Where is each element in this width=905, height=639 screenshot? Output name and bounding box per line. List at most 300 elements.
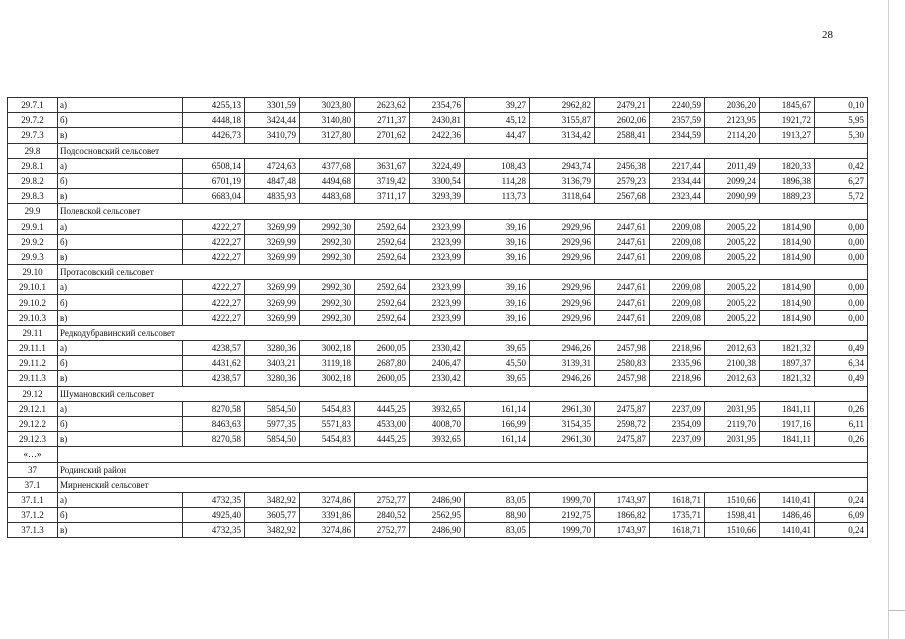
value-cell: 2031,95 bbox=[705, 401, 760, 416]
row-code: 37.1.3 bbox=[8, 523, 58, 538]
ellipsis-mark: «…» bbox=[8, 447, 58, 462]
row-label: б) bbox=[58, 173, 183, 188]
row-code: 29.12.1 bbox=[8, 401, 58, 416]
value-cell: 4835,93 bbox=[245, 189, 300, 204]
value-cell: 166,99 bbox=[465, 416, 530, 431]
value-cell: 0,49 bbox=[815, 371, 868, 386]
value-cell: 2406,47 bbox=[410, 356, 465, 371]
value-cell: 4222,27 bbox=[183, 310, 245, 325]
value-cell: 0,00 bbox=[815, 310, 868, 325]
row-label: б) bbox=[58, 234, 183, 249]
value-cell: 4255,13 bbox=[183, 98, 245, 113]
value-cell: 2602,06 bbox=[595, 113, 650, 128]
value-cell: 39,27 bbox=[465, 98, 530, 113]
value-cell: 2011,49 bbox=[705, 158, 760, 173]
value-cell: 2090,99 bbox=[705, 189, 760, 204]
value-cell: 3280,36 bbox=[245, 371, 300, 386]
value-cell: 2946,26 bbox=[530, 341, 595, 356]
table-row bbox=[8, 219, 868, 234]
table-row bbox=[8, 113, 868, 128]
value-cell: 6,09 bbox=[815, 508, 868, 523]
section-row bbox=[8, 143, 868, 158]
value-cell: 8463,63 bbox=[183, 416, 245, 431]
value-cell: 1814,90 bbox=[760, 310, 815, 325]
row-code: 29.8.2 bbox=[8, 173, 58, 188]
value-cell: 6,11 bbox=[815, 416, 868, 431]
value-cell: 2447,61 bbox=[595, 219, 650, 234]
value-cell: 2479,21 bbox=[595, 98, 650, 113]
value-cell: 1598,41 bbox=[705, 508, 760, 523]
value-cell: 5454,83 bbox=[300, 432, 355, 447]
value-cell: 2943,74 bbox=[530, 158, 595, 173]
value-cell: 5977,35 bbox=[245, 416, 300, 431]
value-cell: 2323,99 bbox=[410, 234, 465, 249]
value-cell: 1814,90 bbox=[760, 219, 815, 234]
value-cell: 2237,09 bbox=[650, 401, 705, 416]
section-code: 29.12 bbox=[8, 386, 58, 401]
row-label: б) bbox=[58, 356, 183, 371]
section-row bbox=[8, 265, 868, 280]
value-cell: 5,95 bbox=[815, 113, 868, 128]
value-cell: 3605,77 bbox=[245, 508, 300, 523]
value-cell: 3300,54 bbox=[410, 173, 465, 188]
section-code: 37.1 bbox=[8, 477, 58, 492]
value-cell: 2929,96 bbox=[530, 219, 595, 234]
value-cell: 4008,70 bbox=[410, 416, 465, 431]
table-row bbox=[8, 128, 868, 143]
row-label: в) bbox=[58, 249, 183, 264]
value-cell: 3301,59 bbox=[245, 98, 300, 113]
row-label: а) bbox=[58, 219, 183, 234]
value-cell: 2323,44 bbox=[650, 189, 705, 204]
section-title: Мирненский сельсовет bbox=[58, 477, 868, 492]
value-cell: 39,16 bbox=[465, 310, 530, 325]
value-cell: 113,73 bbox=[465, 189, 530, 204]
value-cell: 2005,22 bbox=[705, 280, 760, 295]
value-cell: 3269,99 bbox=[245, 219, 300, 234]
row-label: в) bbox=[58, 371, 183, 386]
value-cell: 3269,99 bbox=[245, 234, 300, 249]
section-row bbox=[8, 325, 868, 340]
value-cell: 0,00 bbox=[815, 295, 868, 310]
value-cell: 3154,35 bbox=[530, 416, 595, 431]
value-cell: 2447,61 bbox=[595, 295, 650, 310]
value-cell: 0,00 bbox=[815, 219, 868, 234]
table-row bbox=[8, 249, 868, 264]
table-row bbox=[8, 98, 868, 113]
value-cell: 2005,22 bbox=[705, 249, 760, 264]
value-cell: 3002,18 bbox=[300, 371, 355, 386]
value-cell: 8270,58 bbox=[183, 432, 245, 447]
value-cell: 2119,70 bbox=[705, 416, 760, 431]
value-cell: 1845,67 bbox=[760, 98, 815, 113]
value-cell: 2592,64 bbox=[355, 249, 410, 264]
section-title: Шумановский сельсовет bbox=[58, 386, 868, 401]
value-cell: 1917,16 bbox=[760, 416, 815, 431]
value-cell: 3140,80 bbox=[300, 113, 355, 128]
value-cell: 2592,64 bbox=[355, 234, 410, 249]
value-cell: 2123,95 bbox=[705, 113, 760, 128]
section-row bbox=[8, 386, 868, 401]
value-cell: 2323,99 bbox=[410, 249, 465, 264]
row-code: 29.11.3 bbox=[8, 371, 58, 386]
value-cell: 2929,96 bbox=[530, 295, 595, 310]
row-label: б) bbox=[58, 295, 183, 310]
section-row bbox=[8, 477, 868, 492]
value-cell: 2592,64 bbox=[355, 295, 410, 310]
table-row bbox=[8, 341, 868, 356]
value-cell: 1814,90 bbox=[760, 280, 815, 295]
value-cell: 3280,36 bbox=[245, 341, 300, 356]
value-cell: 2209,08 bbox=[650, 219, 705, 234]
value-cell: 0,26 bbox=[815, 401, 868, 416]
value-cell: 3631,67 bbox=[355, 158, 410, 173]
ellipsis-row bbox=[8, 447, 868, 462]
value-cell: 8270,58 bbox=[183, 401, 245, 416]
value-cell: 0,26 bbox=[815, 432, 868, 447]
value-cell: 1913,27 bbox=[760, 128, 815, 143]
value-cell: 4732,35 bbox=[183, 523, 245, 538]
table-row bbox=[8, 295, 868, 310]
value-cell: 2099,24 bbox=[705, 173, 760, 188]
value-cell: 2323,99 bbox=[410, 280, 465, 295]
value-cell: 5,72 bbox=[815, 189, 868, 204]
table-row bbox=[8, 492, 868, 507]
value-cell: 4483,68 bbox=[300, 189, 355, 204]
value-cell: 2330,42 bbox=[410, 371, 465, 386]
value-cell: 6,27 bbox=[815, 173, 868, 188]
row-label: а) bbox=[58, 341, 183, 356]
table-row bbox=[8, 310, 868, 325]
value-cell: 4238,57 bbox=[183, 341, 245, 356]
value-cell: 6701,19 bbox=[183, 173, 245, 188]
empty-cell bbox=[58, 447, 868, 462]
section-row bbox=[8, 204, 868, 219]
table-row bbox=[8, 416, 868, 431]
value-cell: 5454,83 bbox=[300, 401, 355, 416]
value-cell: 2962,82 bbox=[530, 98, 595, 113]
section-code: 29.8 bbox=[8, 143, 58, 158]
value-cell: 1618,71 bbox=[650, 492, 705, 507]
value-cell: 1814,90 bbox=[760, 249, 815, 264]
value-cell: 4222,27 bbox=[183, 219, 245, 234]
table-row bbox=[8, 189, 868, 204]
value-cell: 3932,65 bbox=[410, 401, 465, 416]
value-cell: 0,24 bbox=[815, 523, 868, 538]
section-title: Родинский район bbox=[58, 462, 868, 477]
value-cell: 2592,64 bbox=[355, 310, 410, 325]
value-cell: 2430,81 bbox=[410, 113, 465, 128]
value-cell: 6683,04 bbox=[183, 189, 245, 204]
section-code: 29.11 bbox=[8, 325, 58, 340]
value-cell: 4445,25 bbox=[355, 401, 410, 416]
value-cell: 1999,70 bbox=[530, 492, 595, 507]
value-cell: 1510,66 bbox=[705, 523, 760, 538]
value-cell: 2562,95 bbox=[410, 508, 465, 523]
value-cell: 2992,30 bbox=[300, 234, 355, 249]
value-cell: 2992,30 bbox=[300, 295, 355, 310]
value-cell: 4925,40 bbox=[183, 508, 245, 523]
value-cell: 4222,27 bbox=[183, 280, 245, 295]
value-cell: 2752,77 bbox=[355, 492, 410, 507]
value-cell: 161,14 bbox=[465, 432, 530, 447]
value-cell: 2475,87 bbox=[595, 401, 650, 416]
value-cell: 88,90 bbox=[465, 508, 530, 523]
value-cell: 5854,50 bbox=[245, 401, 300, 416]
row-label: в) bbox=[58, 523, 183, 538]
value-cell: 3118,64 bbox=[530, 189, 595, 204]
value-cell: 1896,38 bbox=[760, 173, 815, 188]
value-cell: 3482,92 bbox=[245, 492, 300, 507]
row-label: а) bbox=[58, 492, 183, 507]
value-cell: 3711,17 bbox=[355, 189, 410, 204]
value-cell: 2334,44 bbox=[650, 173, 705, 188]
value-cell: 2344,59 bbox=[650, 128, 705, 143]
value-cell: 3155,87 bbox=[530, 113, 595, 128]
value-cell: 2005,22 bbox=[705, 295, 760, 310]
value-cell: 2929,96 bbox=[530, 280, 595, 295]
value-cell: 2447,61 bbox=[595, 249, 650, 264]
value-cell: 4847,48 bbox=[245, 173, 300, 188]
value-cell: 1743,97 bbox=[595, 523, 650, 538]
value-cell: 3403,21 bbox=[245, 356, 300, 371]
value-cell: 2579,23 bbox=[595, 173, 650, 188]
value-cell: 5571,83 bbox=[300, 416, 355, 431]
value-cell: 2961,30 bbox=[530, 432, 595, 447]
value-cell: 2209,08 bbox=[650, 249, 705, 264]
value-cell: 2752,77 bbox=[355, 523, 410, 538]
value-cell: 114,28 bbox=[465, 173, 530, 188]
value-cell: 1841,11 bbox=[760, 432, 815, 447]
value-cell: 3136,79 bbox=[530, 173, 595, 188]
value-cell: 2592,64 bbox=[355, 280, 410, 295]
value-cell: 3269,99 bbox=[245, 280, 300, 295]
value-cell: 2323,99 bbox=[410, 310, 465, 325]
value-cell: 39,16 bbox=[465, 280, 530, 295]
value-cell: 2005,22 bbox=[705, 310, 760, 325]
value-cell: 2701,62 bbox=[355, 128, 410, 143]
value-cell: 2992,30 bbox=[300, 249, 355, 264]
value-cell: 2237,09 bbox=[650, 432, 705, 447]
value-cell: 0,00 bbox=[815, 280, 868, 295]
value-cell: 39,16 bbox=[465, 234, 530, 249]
value-cell: 3134,42 bbox=[530, 128, 595, 143]
row-code: 29.7.1 bbox=[8, 98, 58, 113]
section-title: Протасовский сельсовет bbox=[58, 265, 868, 280]
value-cell: 1814,90 bbox=[760, 295, 815, 310]
table-row bbox=[8, 432, 868, 447]
value-cell: 1743,97 bbox=[595, 492, 650, 507]
row-code: 29.7.2 bbox=[8, 113, 58, 128]
value-cell: 3293,39 bbox=[410, 189, 465, 204]
value-cell: 4448,18 bbox=[183, 113, 245, 128]
value-cell: 2929,96 bbox=[530, 310, 595, 325]
table-row bbox=[8, 356, 868, 371]
table-row bbox=[8, 508, 868, 523]
value-cell: 3119,18 bbox=[300, 356, 355, 371]
value-cell: 2992,30 bbox=[300, 219, 355, 234]
value-cell: 39,65 bbox=[465, 341, 530, 356]
value-cell: 2475,87 bbox=[595, 432, 650, 447]
value-cell: 2036,20 bbox=[705, 98, 760, 113]
value-cell: 45,12 bbox=[465, 113, 530, 128]
tariff-table bbox=[7, 97, 868, 538]
value-cell: 1820,33 bbox=[760, 158, 815, 173]
value-cell: 2711,37 bbox=[355, 113, 410, 128]
value-cell: 2240,59 bbox=[650, 98, 705, 113]
row-code: 29.12.2 bbox=[8, 416, 58, 431]
value-cell: 2447,61 bbox=[595, 234, 650, 249]
row-code: 29.11.1 bbox=[8, 341, 58, 356]
row-code: 29.9.2 bbox=[8, 234, 58, 249]
value-cell: 4377,68 bbox=[300, 158, 355, 173]
value-cell: 2486,90 bbox=[410, 523, 465, 538]
value-cell: 2209,08 bbox=[650, 280, 705, 295]
value-cell: 0,42 bbox=[815, 158, 868, 173]
value-cell: 4494,68 bbox=[300, 173, 355, 188]
row-code: 37.1.2 bbox=[8, 508, 58, 523]
value-cell: 1921,72 bbox=[760, 113, 815, 128]
value-cell: 2598,72 bbox=[595, 416, 650, 431]
value-cell: 1410,41 bbox=[760, 523, 815, 538]
row-code: 29.9.3 bbox=[8, 249, 58, 264]
value-cell: 2486,90 bbox=[410, 492, 465, 507]
section-code: 37 bbox=[8, 462, 58, 477]
row-code: 29.7.3 bbox=[8, 128, 58, 143]
value-cell: 1889,23 bbox=[760, 189, 815, 204]
value-cell: 0,49 bbox=[815, 341, 868, 356]
value-cell: 2456,38 bbox=[595, 158, 650, 173]
value-cell: 3424,44 bbox=[245, 113, 300, 128]
value-cell: 2005,22 bbox=[705, 234, 760, 249]
row-label: а) bbox=[58, 401, 183, 416]
value-cell: 2567,68 bbox=[595, 189, 650, 204]
row-code: 29.11.2 bbox=[8, 356, 58, 371]
value-cell: 3719,42 bbox=[355, 173, 410, 188]
table-row bbox=[8, 523, 868, 538]
value-cell: 0,24 bbox=[815, 492, 868, 507]
value-cell: 2354,76 bbox=[410, 98, 465, 113]
value-cell: 44,47 bbox=[465, 128, 530, 143]
value-cell: 2580,83 bbox=[595, 356, 650, 371]
value-cell: 39,16 bbox=[465, 219, 530, 234]
value-cell: 1814,90 bbox=[760, 234, 815, 249]
value-cell: 161,14 bbox=[465, 401, 530, 416]
value-cell: 1410,41 bbox=[760, 492, 815, 507]
row-label: б) bbox=[58, 113, 183, 128]
value-cell: 2992,30 bbox=[300, 280, 355, 295]
value-cell: 2600,05 bbox=[355, 341, 410, 356]
value-cell: 2012,63 bbox=[705, 341, 760, 356]
value-cell: 3127,80 bbox=[300, 128, 355, 143]
value-cell: 0,00 bbox=[815, 249, 868, 264]
value-cell: 3269,99 bbox=[245, 249, 300, 264]
value-cell: 2114,20 bbox=[705, 128, 760, 143]
value-cell: 3023,80 bbox=[300, 98, 355, 113]
value-cell: 4724,63 bbox=[245, 158, 300, 173]
section-code: 29.9 bbox=[8, 204, 58, 219]
value-cell: 1735,71 bbox=[650, 508, 705, 523]
row-code: 29.10.3 bbox=[8, 310, 58, 325]
value-cell: 39,16 bbox=[465, 295, 530, 310]
value-cell: 4222,27 bbox=[183, 234, 245, 249]
section-title: Редкодубравинский сельсовет bbox=[58, 325, 868, 340]
value-cell: 39,65 bbox=[465, 371, 530, 386]
value-cell: 3224,49 bbox=[410, 158, 465, 173]
value-cell: 4222,27 bbox=[183, 249, 245, 264]
value-cell: 1841,11 bbox=[760, 401, 815, 416]
value-cell: 2192,75 bbox=[530, 508, 595, 523]
value-cell: 4222,27 bbox=[183, 295, 245, 310]
value-cell: 1999,70 bbox=[530, 523, 595, 538]
table-row bbox=[8, 401, 868, 416]
page-edge-tick bbox=[888, 610, 905, 611]
row-label: а) bbox=[58, 280, 183, 295]
value-cell: 1618,71 bbox=[650, 523, 705, 538]
value-cell: 2422,36 bbox=[410, 128, 465, 143]
value-cell: 2992,30 bbox=[300, 310, 355, 325]
row-code: 29.9.1 bbox=[8, 219, 58, 234]
value-cell: 1510,66 bbox=[705, 492, 760, 507]
value-cell: 4426,73 bbox=[183, 128, 245, 143]
value-cell: 2623,62 bbox=[355, 98, 410, 113]
section-title: Полевской сельсовет bbox=[58, 204, 868, 219]
value-cell: 2218,96 bbox=[650, 341, 705, 356]
value-cell: 2592,64 bbox=[355, 219, 410, 234]
value-cell: 3391,86 bbox=[300, 508, 355, 523]
row-label: а) bbox=[58, 98, 183, 113]
row-code: 29.10.1 bbox=[8, 280, 58, 295]
value-cell: 2457,98 bbox=[595, 341, 650, 356]
section-row bbox=[8, 462, 868, 477]
row-label: в) bbox=[58, 189, 183, 204]
value-cell: 4732,35 bbox=[183, 492, 245, 507]
page-number: 28 bbox=[822, 29, 833, 41]
value-cell: 2457,98 bbox=[595, 371, 650, 386]
value-cell: 2031,95 bbox=[705, 432, 760, 447]
table-row bbox=[8, 234, 868, 249]
value-cell: 2012,63 bbox=[705, 371, 760, 386]
row-code: 29.10.2 bbox=[8, 295, 58, 310]
value-cell: 2354,09 bbox=[650, 416, 705, 431]
value-cell: 3274,86 bbox=[300, 492, 355, 507]
value-cell: 2323,99 bbox=[410, 219, 465, 234]
value-cell: 83,05 bbox=[465, 523, 530, 538]
value-cell: 2929,96 bbox=[530, 249, 595, 264]
value-cell: 2100,38 bbox=[705, 356, 760, 371]
value-cell: 0,00 bbox=[815, 234, 868, 249]
value-cell: 0,10 bbox=[815, 98, 868, 113]
value-cell: 2330,42 bbox=[410, 341, 465, 356]
row-code: 29.8.1 bbox=[8, 158, 58, 173]
value-cell: 2218,96 bbox=[650, 371, 705, 386]
value-cell: 2961,30 bbox=[530, 401, 595, 416]
table-row bbox=[8, 173, 868, 188]
value-cell: 3269,99 bbox=[245, 310, 300, 325]
row-code: 29.8.3 bbox=[8, 189, 58, 204]
value-cell: 2209,08 bbox=[650, 295, 705, 310]
section-code: 29.10 bbox=[8, 265, 58, 280]
value-cell: 4445,25 bbox=[355, 432, 410, 447]
value-cell: 1866,82 bbox=[595, 508, 650, 523]
value-cell: 2929,96 bbox=[530, 234, 595, 249]
value-cell: 2209,08 bbox=[650, 310, 705, 325]
value-cell: 2005,22 bbox=[705, 219, 760, 234]
page-edge-line bbox=[888, 0, 889, 639]
value-cell: 2447,61 bbox=[595, 280, 650, 295]
section-title: Подсосновский сельсовет bbox=[58, 143, 868, 158]
value-cell: 108,43 bbox=[465, 158, 530, 173]
